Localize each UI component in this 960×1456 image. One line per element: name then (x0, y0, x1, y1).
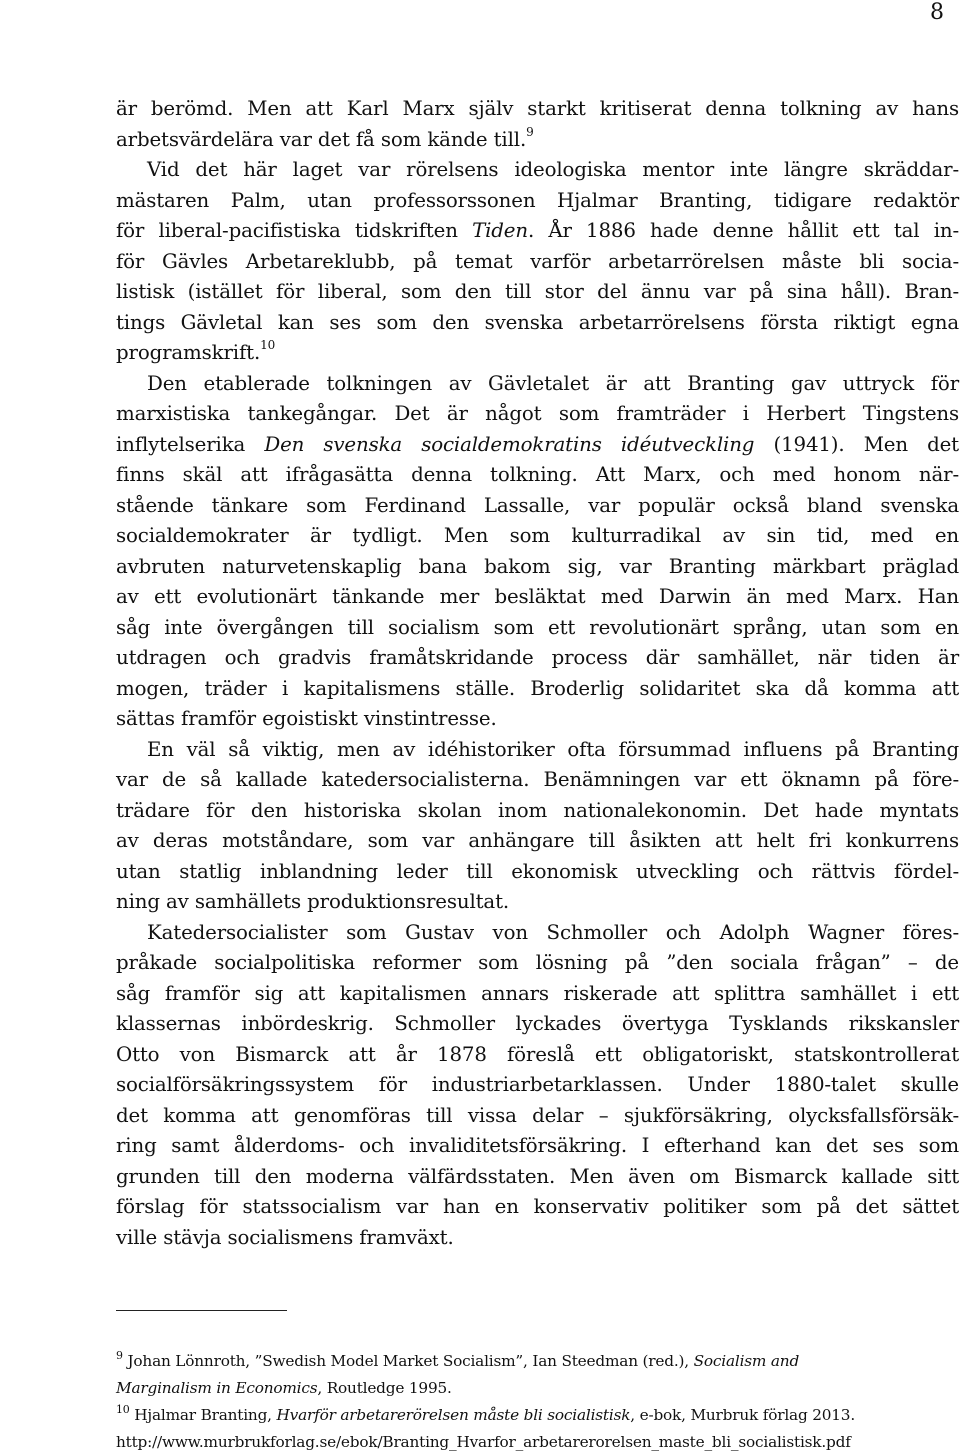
footnote-ref[interactable]: 10 (260, 338, 276, 353)
text-line: grunden till den moderna välfärdsstaten. Men även om Bismarck kallade sitt (116, 1164, 959, 1188)
text-line: för liberal-pacifistiska tidskriften Tiden. År 1886 hade denne hållit ett tal in- (116, 219, 959, 242)
footnote-9-continued: Marginalism in Economics, Routledge 1995. (116, 1379, 452, 1397)
text-line: Den etablerade tolkningen av Gävletalet är att Branting gav uttryck för (147, 371, 959, 395)
text-line: En väl så viktig, men av idéhistoriker ofta försummad influens på Branting (147, 737, 959, 761)
page-number: 8 (930, 0, 944, 25)
footnote-10: $^{10}$ Hjalmar Branting, Hvarför arbetarerörelsen måste bli socialistisk, e-bok, Murbruk förlag 2013. (116, 1402, 855, 1424)
text-line: stående tänkare som Ferdinand Lassalle, var populär också bland svenska (116, 493, 959, 517)
text-line: utdragen och gradvis framåtskridande process där samhället, när tiden är (116, 646, 959, 669)
text-line: programskrift.$^{10}$ (116, 338, 276, 364)
text-line: för Gävles Arbetareklubb, på temat varför arbetarrörelsen måste bli socia- (116, 249, 959, 273)
footnote-ref[interactable]: 9 (526, 124, 534, 139)
text-line: sättas framför egoistiskt vinstintresse. (116, 707, 497, 730)
footnote-10-url-link[interactable]: http://www.murbrukforlag.se/ebok/Branting_Hvarfor_arbetarerorelsen_maste_bli_socialistisk.pdf (116, 1433, 851, 1451)
text-line: socialdemokrater är tydligt. Men som kulturradikal av sin tid, med en (116, 524, 959, 547)
text-line: trädare för den historiska skolan inom nationalekonomin. Det hade myntats (116, 798, 959, 822)
text-line: Otto von Bismarck att år 1878 föreslå ett obligatoriskt, statskontrollerat (116, 1042, 959, 1066)
footnote-separator (116, 1310, 287, 1311)
text-line: inflytelserika Den svenska socialdemokratins idéutveckling (1941). Men det (116, 432, 959, 456)
text-line: ville stävja socialismens framväxt. (116, 1225, 454, 1249)
footnote-9: $^9$ Johan Lönnroth, ”Swedish Model Market Socialism”, Ian Steedman (red.), Socialism and (116, 1348, 800, 1370)
text-line: mogen, träder i kapitalismens ställe. Broderlig solidaritet ska då komma att (116, 676, 959, 700)
text-line: socialförsäkringssystem för industriarbetarklassen. Under 1880-talet skulle (116, 1073, 959, 1096)
body-text (116, 94, 959, 1253)
text-line: av deras motståndare, som var anhängare till åsikten att helt fri konkurrens (116, 829, 959, 852)
text-line: det komma att genomföras till vissa delar – sjukförsäkring, olycksfallsförsäk- (116, 1103, 959, 1127)
text-line: pråkade socialpolitiska reformer som lösning på ”den sociala frågan” – de (116, 951, 959, 974)
text-line: förslag för statssocialism var han en konservativ politiker som på det sättet (116, 1195, 959, 1218)
footnote-marker: 9 (116, 1348, 123, 1362)
text-line: tings Gävletal kan ses som den svenska arbetarrörelsens första riktigt egna (116, 310, 959, 334)
text-line: mästaren Palm, utan professorssonen Hjalmar Branting, tidigare redaktör (116, 188, 959, 212)
text-line: ring samt ålderdoms- och invaliditetsförsäkring. I efterhand kan det ses som (116, 1134, 959, 1157)
text-line: marxistiska tankegångar. Det är något som framträder i Herbert Tingstens (116, 402, 959, 425)
text-line: ning av samhällets produktionsresultat. (116, 890, 510, 913)
text-line: finns skäl att ifrågasätta denna tolkning. Att Marx, och med honom när- (116, 463, 959, 486)
text-line: avbruten naturvetenskaplig bana bakom sig, var Branting märkbart präglad (116, 554, 959, 578)
footnote-marker: 10 (116, 1402, 130, 1416)
text-line: klassernas inbördeskrig. Schmoller lyckades övertyga Tysklands rikskansler (116, 1012, 959, 1035)
text-line: Vid det här laget var rörelsens ideologiska mentor inte längre skräddar- (147, 158, 959, 181)
text-line: är berömd. Men att Karl Marx själv starkt kritiserat denna tolkning av hans (116, 97, 959, 120)
text-line: var de så kallade katedersocialisterna. Benämningen var ett öknamn på före- (116, 768, 959, 791)
text-line: arbetsvärdelära var det få som kände till.$^9$ (116, 124, 534, 151)
text-line: av ett evolutionärt tänkande mer besläktat med Darwin än med Marx. Han (116, 585, 959, 608)
text-line: såg framför sig att kapitalismen annars riskerade att splittra samhället i ett (116, 981, 959, 1005)
text-line: Katedersocialister som Gustav von Schmoller och Adolph Wagner föres- (147, 920, 959, 944)
text-line: såg inte övergången till socialism som ett revolutionärt språng, utan som en (116, 615, 959, 639)
text-line: listisk (istället för liberal, som den till stor del ännu var på sina håll). Bran- (116, 280, 959, 303)
text-line: utan statlig inblandning leder till ekonomisk utveckling och rättvis fördel- (116, 859, 959, 883)
footnotes (116, 1348, 952, 1456)
